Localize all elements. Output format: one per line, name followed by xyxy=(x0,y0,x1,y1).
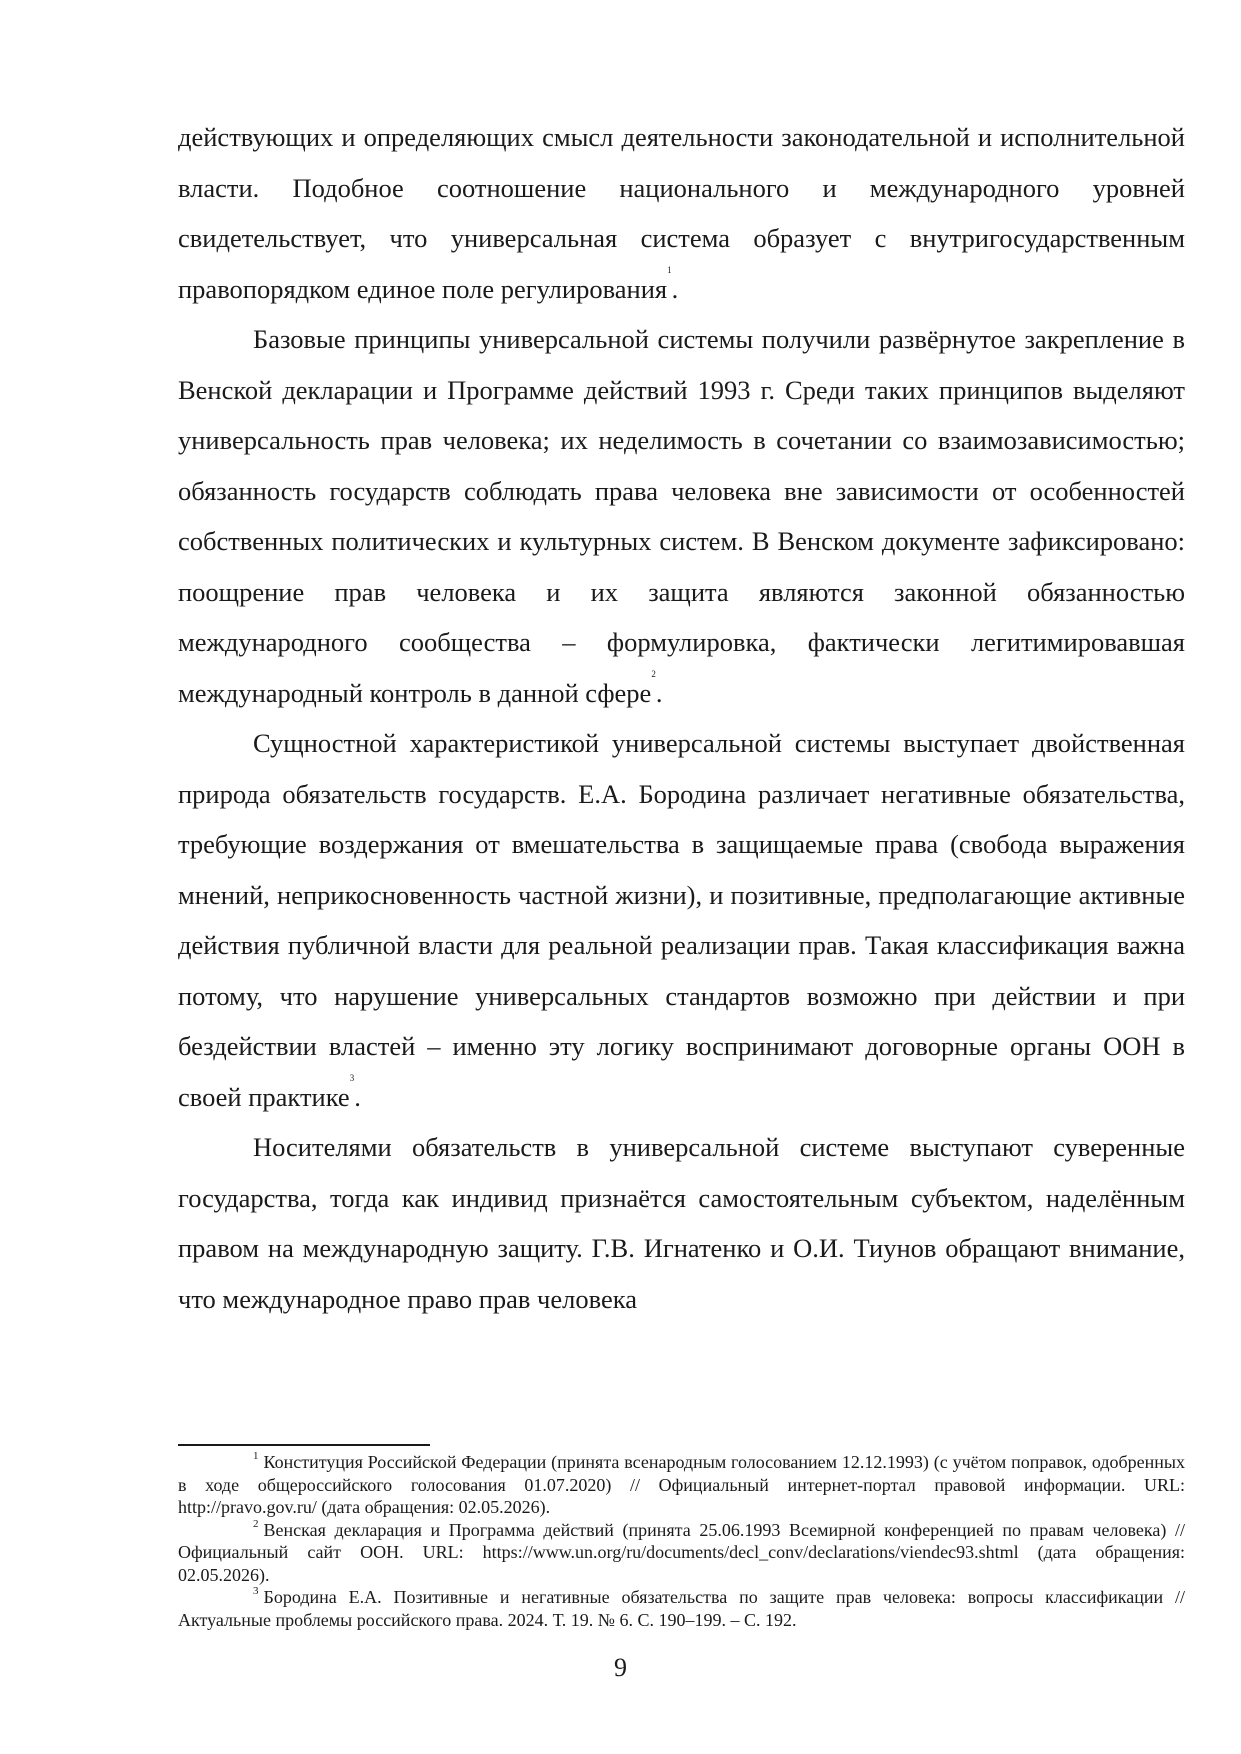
document-page xyxy=(178,112,1185,1324)
footnote-reference[interactable]: 2 xyxy=(651,668,656,679)
paragraph-text: Носителями обязательств в универсальной системе выступают суверенные государства, тогда как индивид признаётся самостоятельным субъектом, наделённым правом на международную защиту. Г.В. Игнатенко и О.И. Тиунов обращают внимание, что международное право прав человека xyxy=(178,1132,1185,1314)
footnote-number: 3 xyxy=(253,1585,259,1597)
footnote-number: 2 xyxy=(253,1517,259,1530)
body-text xyxy=(178,112,1185,1324)
paragraph-text: действующих и определяющих смысл деятельности законодательной и исполнительной власти. Подобное соотношение национального и международного уровней свидетельствует, что универсальная система образует с внутригосударственным правопорядком единое поле регулирования xyxy=(178,122,1185,304)
footnote-text: Венская декларация и Программа действий (принята 25.06.1993 Всемирной конференцией по правам человека) // Официальный сайт ООН. URL: https://www.un.org/ru/documents/decl_conv/declarations/viendec93.shtml (дата обращения: 02.05.2026). xyxy=(178,1519,1185,1585)
footnote-text: Бородина Е.А. Позитивные и негативные обязательства по защите прав человека: вопросы классификации // Актуальные проблемы российского права. 2024. Т. 19. № 6. С. 190–199. – С. 192. xyxy=(178,1587,1185,1630)
footnote xyxy=(178,1451,1185,1519)
paragraph xyxy=(178,314,1185,718)
paragraph-text: Базовые принципы универсальной системы получили развёрнутое закрепление в Венской декларации и Программе действий 1993 г. Среди таких принципов выделяют универсальность прав человека; их неделимость в сочетании со взаимозависимостью; обязанность государств соблюдать права человека вне зависимости от особенностей собственных политических и культурных систем. В Венском документе зафиксировано: поощрение прав человека и их защита являются законной обязанностью международного сообщества – формулировка, фактически легитимировавшая международный контроль в данной сфере xyxy=(178,324,1185,708)
paragraph-text: Сущностной характеристикой универсальной системы выступает двойственная природа обязательств государств. Е.А. Бородина различает негативные обязательства, требующие воздержания от вмешательства в защищаемые права (свобода выражения мнений, неприкосновенность частной жизни), и позитивные, предполагающие активные действия публичной власти для реальной реализации прав. Такая классификация важна потому, что нарушение универсальных стандартов возможно при действии и при бездействии властей – именно эту логику воспринимают договорные органы ООН в своей практике xyxy=(178,728,1185,1112)
footnote-number: 1 xyxy=(253,1450,259,1462)
footnote-reference[interactable]: 3 xyxy=(349,1072,355,1083)
paragraph-continuation xyxy=(178,112,1185,314)
footnotes xyxy=(178,1451,1185,1631)
footnote-text: Конституция Российской Федерации (принята всенародным голосованием 12.12.1993) (с учётом поправок, одобренных в ходе общероссийского голосования 01.07.2020) // Официальный интернет-портал правовой информации. URL: http://pravo.gov.ru/ (дата обращения: 02.05.2026). xyxy=(178,1452,1185,1517)
paragraph xyxy=(178,718,1185,1122)
page-number: 9 xyxy=(614,1653,627,1682)
paragraph-end-punct: . xyxy=(671,273,679,304)
paragraph-end-punct: . xyxy=(655,677,663,708)
paragraph-end-punct: . xyxy=(354,1081,361,1112)
footnote xyxy=(178,1586,1185,1631)
footnote xyxy=(178,1519,1185,1587)
footnote-separator xyxy=(178,1444,430,1446)
footnote-reference[interactable]: 1 xyxy=(667,264,672,275)
paragraph xyxy=(178,1122,1185,1324)
